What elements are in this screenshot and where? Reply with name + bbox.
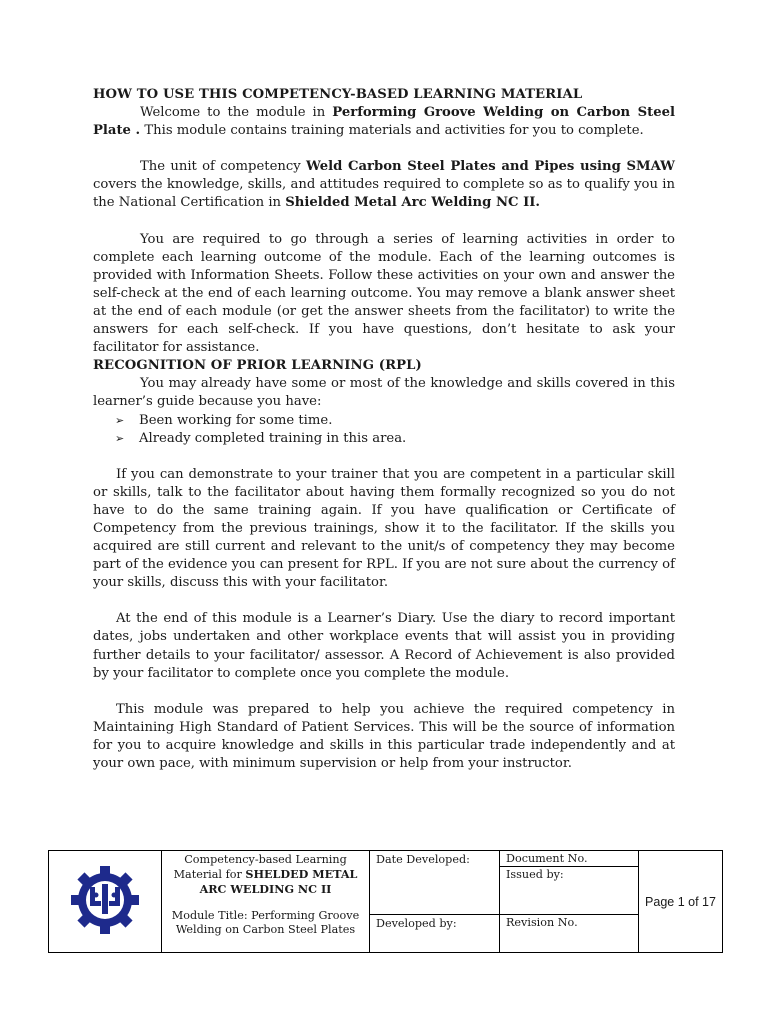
material-line: Competency-based Learning <box>184 853 347 866</box>
date-developed-cell: Date Developed: <box>370 851 500 915</box>
revision-no-cell: Revision No. <box>500 914 639 952</box>
list-item: ➢ Been working for some time. <box>115 412 675 430</box>
page-number: Page 1 of 17 <box>639 851 723 953</box>
document-body <box>93 86 675 773</box>
rpl-heading: RECOGNITION OF PRIOR LEARNING (RPL) <box>93 358 422 374</box>
issued-by-label: Issued by: <box>506 868 564 881</box>
arrow-bullet-icon: ➢ <box>115 431 125 445</box>
document-footer-table <box>48 850 723 953</box>
module-purpose-paragraph: This module was prepared to help you achieve the required competency in Maintaining High Standard of Patient Services. This will be the source of information for you to acquire knowledge and skills in this particular trade independently and at your own pace, with minimum supervision or help from your instructor. <box>93 701 675 771</box>
material-title-cell <box>162 851 370 953</box>
unit-paragraph: The unit of competency Weld Carbon Steel Plates and Pipes using SMAW covers the knowledge, skills, and attitudes required to complete so as to qualify you in the National Certification in Shielded Metal Arc Welding NC II. <box>93 159 675 211</box>
main-heading: HOW TO USE THIS COMPETENCY-BASED LEARNING MATERIAL <box>93 87 583 102</box>
welcome-paragraph: Welcome to the module in Performing Groove Welding on Carbon Steel Plate . This module contains training materials and activities for you to complete. <box>93 105 675 139</box>
demonstrate-paragraph: If you can demonstrate to your trainer that you are competent in a particular skill or skills, talk to the facilitator about having them formally recognized so you do not have to do the same training again. If you have qualification or Certificate of Competency from the previous trainings, show it to the facilitator. If the skills you acquired are still current and relevant to the unit/s of competency they may become part of the evidence you can present for RPL. If you are not sure about the currency of your skills, discuss this with your facilitator. <box>93 466 675 591</box>
learners-diary-paragraph: At the end of this module is a Learner’s Diary. Use the diary to record important dates, jobs undertaken and other workplace events that will assist you in providing further details to your facilitator/ assessor. A Record of Achievement is also provided by your facilitator to complete once you complete the module. <box>93 611 675 681</box>
tesda-logo-icon <box>65 860 145 940</box>
module-title-line: Welding on Carbon Steel Plates <box>175 923 356 936</box>
document-no-label: Document No. <box>500 851 638 867</box>
module-title-line: Module Title: Performing Groove <box>171 909 360 922</box>
reasons-list <box>93 412 675 448</box>
arrow-bullet-icon: ➢ <box>115 413 125 427</box>
document-info-cell <box>500 851 639 915</box>
developed-by-cell: Developed by: <box>370 914 500 952</box>
activities-paragraph: You are required to go through a series of learning activities in order to complete each learning outcome of the module. Each of the learning outcomes is provided with Information Sheets. Follow these activities on your own and answer the self-check at the end of each learning outcome. You may remove a blank answer sheet at the end of each module (or get the answer sheets from the facilitator) to write the answers for each self-check. If you have questions, don’t hesitate to ask your facilitator for assistance. <box>93 231 675 356</box>
material-line: Material for SHELDED METAL <box>173 867 358 881</box>
prior-knowledge-paragraph: You may already have some or most of the knowledge and skills covered in this learner’s guide because you have: <box>93 376 675 410</box>
material-line: ARC WELDING NC II <box>199 882 332 896</box>
logo-cell <box>49 851 162 953</box>
list-item: ➢ Already completed training in this area. <box>115 430 675 448</box>
